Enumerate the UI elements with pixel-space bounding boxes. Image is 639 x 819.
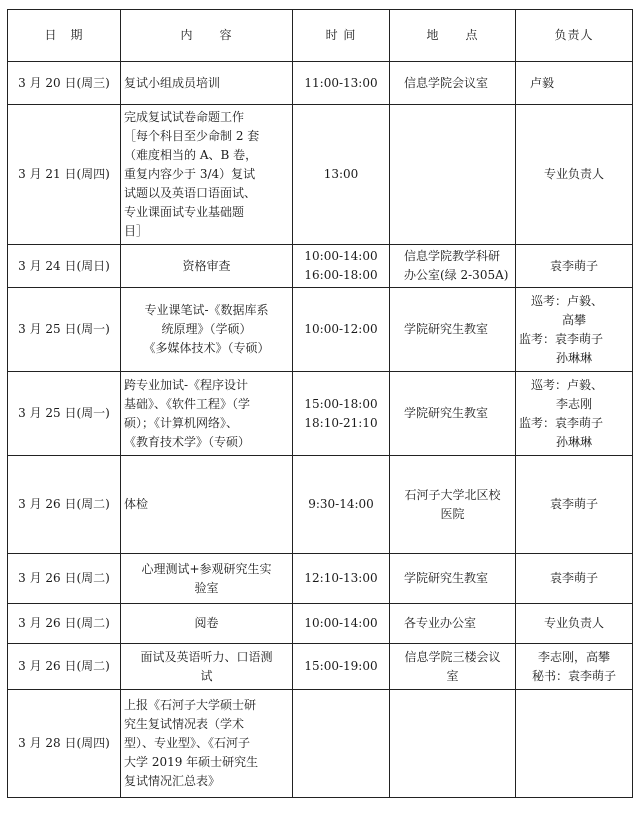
content-line: （难度相当的 A、B 卷， xyxy=(124,148,258,162)
time-cell xyxy=(293,372,390,456)
content-line: 大学 2019 年硕士研究生 xyxy=(124,755,259,769)
time-line: 11:00-13:00 xyxy=(304,75,378,90)
content-cell xyxy=(121,456,293,554)
place-line: 学院研究生教室 xyxy=(404,406,489,420)
time-cell xyxy=(293,554,390,604)
time-line: 10:00-14:00 xyxy=(304,616,378,630)
place-line: 信息学院会议室 xyxy=(404,75,489,90)
place-cell xyxy=(390,456,516,554)
date-cell: 3 月 25 日(周一) xyxy=(8,372,121,456)
place-cell xyxy=(390,288,516,372)
content-line: 心理测试+参观研究生实 xyxy=(141,561,272,576)
header-date: 日 期 xyxy=(8,10,121,62)
content-line: 复试小组成员培训 xyxy=(124,75,221,90)
person-cell xyxy=(516,372,633,456)
content-cell xyxy=(121,554,293,604)
place-line: 学院研究生教室 xyxy=(404,322,489,336)
time-cell xyxy=(293,604,390,644)
person-line: 李志刚，高攀 xyxy=(537,649,610,664)
time-line: 15:00-19:00 xyxy=(304,659,378,673)
table-row xyxy=(8,690,633,798)
time-cell xyxy=(293,456,390,554)
table-row xyxy=(8,604,633,644)
person-line: 高攀 xyxy=(561,312,586,327)
place-cell xyxy=(390,604,516,644)
place-cell xyxy=(390,372,516,456)
header-person: 负责人 xyxy=(516,10,633,62)
time-cell xyxy=(293,288,390,372)
place-cell xyxy=(390,554,516,604)
date-cell: 3 月 20 日(周三) xyxy=(8,62,121,105)
date-cell: 3 月 26 日(周二) xyxy=(8,604,121,644)
content-line: 型）、专业型》、《石河子 xyxy=(124,736,251,750)
schedule-table xyxy=(7,9,633,798)
person-line: 袁李萌子 xyxy=(549,258,598,273)
time-line: 16:00-18:00 xyxy=(304,268,378,282)
content-cell xyxy=(121,245,293,288)
date-cell: 3 月 24 日(周日) xyxy=(8,245,121,288)
person-line: 专业负责人 xyxy=(543,616,604,630)
content-line: 统原理》（学硕） xyxy=(161,322,252,336)
table-row xyxy=(8,644,633,690)
time-cell xyxy=(293,690,390,798)
time-cell xyxy=(293,644,390,690)
person-cell xyxy=(516,690,633,798)
content-line: 资格审查 xyxy=(182,258,231,273)
table-row xyxy=(8,554,633,604)
person-cell xyxy=(516,245,633,288)
person-cell xyxy=(516,62,633,105)
time-line: 10:00-14:00 xyxy=(304,249,378,263)
person-line: 巡考：卢毅、 xyxy=(531,377,604,392)
person-line: 监考：袁李萌子 xyxy=(519,415,604,430)
content-line: 面试及英语听力、口语测 xyxy=(140,649,273,664)
content-line: 究生复试情况表（学术 xyxy=(124,717,245,731)
content-line: 试 xyxy=(200,668,213,683)
content-cell xyxy=(121,372,293,456)
time-cell xyxy=(293,105,390,245)
time-line: 9:30-14:00 xyxy=(308,497,374,511)
table-row xyxy=(8,62,633,105)
time-line: 15:00-18:00 xyxy=(304,396,378,411)
place-cell xyxy=(390,245,516,288)
table-row xyxy=(8,105,633,245)
date-cell: 3 月 25 日(周一) xyxy=(8,288,121,372)
content-line: 完成复试试卷命题工作 xyxy=(124,110,245,124)
header-row xyxy=(8,10,633,62)
content-line: 复试情况汇总表》 xyxy=(124,774,221,788)
place-line: 医院 xyxy=(440,506,465,521)
place-line: 信息学院教学科研 xyxy=(404,249,501,263)
place-cell xyxy=(390,62,516,105)
place-cell xyxy=(390,105,516,245)
content-line: ［每个科目至少命制 2 套 xyxy=(124,129,260,143)
table-row xyxy=(8,245,633,288)
table-row xyxy=(8,456,633,554)
content-line: 目］ xyxy=(124,224,149,238)
person-line: 卢毅 xyxy=(530,75,555,90)
place-line: 各专业办公室 xyxy=(404,616,477,630)
place-line: 石河子大学北区校 xyxy=(404,487,501,502)
header-time: 时 间 xyxy=(293,10,390,62)
content-cell xyxy=(121,288,293,372)
time-line: 13:00 xyxy=(323,167,359,181)
content-line: 重复内容少于 3/4）复试 xyxy=(124,167,256,181)
person-cell xyxy=(516,554,633,604)
person-line: 袁李萌子 xyxy=(549,571,598,585)
time-line: 18:10-21:10 xyxy=(304,415,378,430)
person-cell xyxy=(516,105,633,245)
person-line: 专业负责人 xyxy=(543,167,604,181)
place-cell xyxy=(390,690,516,798)
place-line: 室 xyxy=(446,668,459,683)
content-line: 试题以及英语口语面试、 xyxy=(124,186,257,200)
person-line: 李志刚 xyxy=(555,396,592,411)
date-cell: 3 月 21 日(周四) xyxy=(8,105,121,245)
table-row xyxy=(8,372,633,456)
person-line: 巡考：卢毅、 xyxy=(531,293,604,308)
time-line: 10:00-12:00 xyxy=(304,322,378,336)
person-cell xyxy=(516,644,633,690)
content-line: 跨专业加试-《程序设计 xyxy=(124,377,249,392)
content-line: 基础》、《软件工程》（学 xyxy=(124,396,251,411)
place-line: 办公室(绿 2-305A) xyxy=(404,268,509,282)
person-line: 袁李萌子 xyxy=(549,497,598,511)
content-line: 验室 xyxy=(194,580,219,595)
content-cell xyxy=(121,644,293,690)
header-content: 内 容 xyxy=(121,10,293,62)
date-cell: 3 月 26 日(周二) xyxy=(8,456,121,554)
content-line: 硕）；《计算机网络》、 xyxy=(124,415,239,430)
time-cell xyxy=(293,245,390,288)
person-line: 秘书：袁李萌子 xyxy=(531,668,616,683)
header-place: 地 点 xyxy=(390,10,516,62)
place-line: 信息学院三楼会议 xyxy=(404,649,501,664)
date-cell: 3 月 28 日(周四) xyxy=(8,690,121,798)
content-cell xyxy=(121,690,293,798)
content-line: 专业课面试专业基础题 xyxy=(124,205,245,219)
time-line: 12:10-13:00 xyxy=(304,571,378,585)
person-line: 孙琳琳 xyxy=(555,350,592,365)
time-cell xyxy=(293,62,390,105)
content-cell xyxy=(121,105,293,245)
place-line: 学院研究生教室 xyxy=(404,571,489,585)
table-row xyxy=(8,288,633,372)
date-cell: 3 月 26 日(周二) xyxy=(8,554,121,604)
content-line: 上报《石河子大学硕士研 xyxy=(124,698,257,712)
person-line: 孙琳琳 xyxy=(555,434,592,449)
content-line: 专业课笔试-《数据库系 xyxy=(144,303,269,317)
content-cell xyxy=(121,604,293,644)
date-cell: 3 月 26 日(周二) xyxy=(8,644,121,690)
content-line: 体检 xyxy=(124,497,149,511)
content-line: 《教育技术学》（专硕） xyxy=(124,434,251,449)
place-cell xyxy=(390,644,516,690)
person-cell xyxy=(516,456,633,554)
person-line: 监考：袁李萌子 xyxy=(519,331,604,346)
person-cell xyxy=(516,288,633,372)
person-cell xyxy=(516,604,633,644)
content-line: 《多媒体技术》（专硕） xyxy=(143,341,270,355)
content-cell xyxy=(121,62,293,105)
content-line: 阅卷 xyxy=(194,616,219,630)
